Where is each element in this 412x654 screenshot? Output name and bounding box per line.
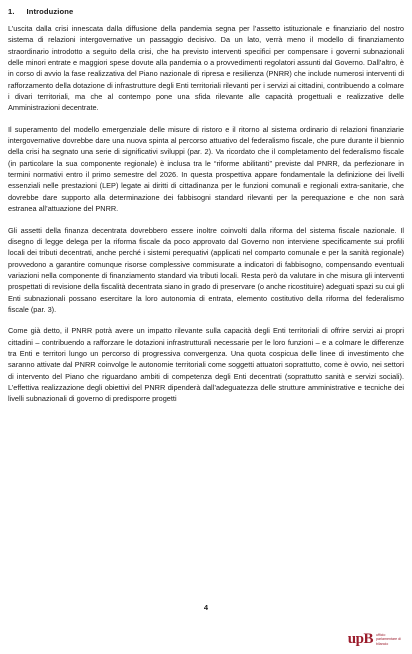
paragraph: Gli assetti della finanza decentrata dovrebbero essere inoltre coinvolti dalla riforma del sistema fiscale nazionale. Il disegno di legge delega per la riforma fiscale da poco approvato dal Governo non interviene specificamente sui profili locali dei tributi decentrati, anche perché i sistemi perequativi (applicati nel comparto comunale e per la sanità regionale) provvedono a garantire comunque risorse complessive commisurate a indicatori di fabbisogno, compensando eventuali variazioni nella componente di finanziamento standard via tributi locali. Resta però da valutare in che misura gli interventi prospettati di revisione della fiscalità decentrata siano in grado di preservare (o anche ricostituire) adeguati spazi su cui gli Enti subnazionali possano esercitare la loro autonomia di entrata, elemento costitutivo della riforma del federalismo fiscale (par. 3). <box>8 225 404 314</box>
logo-mark: upB <box>347 631 373 647</box>
paragraph: Come già detto, il PNRR potrà avere un impatto rilevante sulla capacità degli Enti territoriali di offrire servizi ai propri cittadini – contribuendo a rafforzare le dotazioni infrastrutturali necessarie per le loro funzioni – e a colmare le differenze tra Enti e territori lungo un percorso di progressiva convergenza. Una quota cospicua delle linee di investimento che saranno attivate dal PNRR coinvolge le autonomie territoriali come soggetti attuatori soprattutto, come è ovvio, nei settori di intervento del Piano che riguardano ambiti di competenza degli Enti decentrati (soprattutto sanità e servizi sociali). L’effettiva realizzazione degli obiettivi del PNRR dipenderà dall’adeguatezza delle strutture amministrative e tecniche dei livelli subnazionali di governo di predisporre progetti <box>8 326 404 404</box>
section-number: 1. <box>8 7 15 16</box>
section-title: Introduzione <box>26 7 74 16</box>
logo-text: ufficio parlamentare di bilancio <box>376 633 401 646</box>
paragraph: Il superamento del modello emergenziale delle misure di ristoro e il ritorno al sistema ordinario di relazioni finanziarie intergovernative dovrebbe dare una nuova spinta al percorso attuativo del federalismo fiscale, che pure durante il biennio della crisi ha segnato una serie di significativi sviluppi (par. 2). Va ricordato che il completamento del federalismo fiscale (in particolare la sua componente regionale) è inclusa tra le “riforme abilitanti” previste dal PNRR, da perfezionare in termini normativi entro il primo semestre del 2026. In questa prospettiva appare fondamentale la definizione dei livelli essenziali nelle prestazioni (LEP) legate ai diritti di cittadinanza per le funzioni comunali e regionali extra-sanitarie, che dovrebbe dare supporto alla determinazione dei fabbisogni standard rilevanti per la perequazione e che non sarà estranea all’attuazione del PNRR. <box>8 124 404 214</box>
section-heading <box>8 7 73 16</box>
paragraph: L’uscita dalla crisi innescata dalla diffusione della pandemia segna per l’assetto istituzionale e finanziario del nostro sistema di relazioni intergovernative un passaggio decisivo. Da un lato, verrà meno il modello di finanziamento straordinario introdotto a seguito della crisi, che ha previsto interventi specifici per compensare i governi subnazionali delle minori entrate e maggiori spese dovute alla pandemia o a provvedimenti regolatori assunti dal Governo. Dall’altro, è in corso di avvio la fase realizzativa del Piano nazionale di ripresa e resilienza (PNRR) che include numerosi interventi di rafforzamento della dotazione di infrastrutture degli Enti territoriali rilevanti per i servizi ai cittadini, contribuendo a colmare i divari territoriali, ma che al contempo pone una sfida rilevante alle capacità progettuali e realizzative delle Amministrazioni decentrate. <box>8 24 404 113</box>
upb-logo <box>348 631 404 648</box>
body-text <box>8 23 404 415</box>
page-number: 4 <box>203 603 209 612</box>
